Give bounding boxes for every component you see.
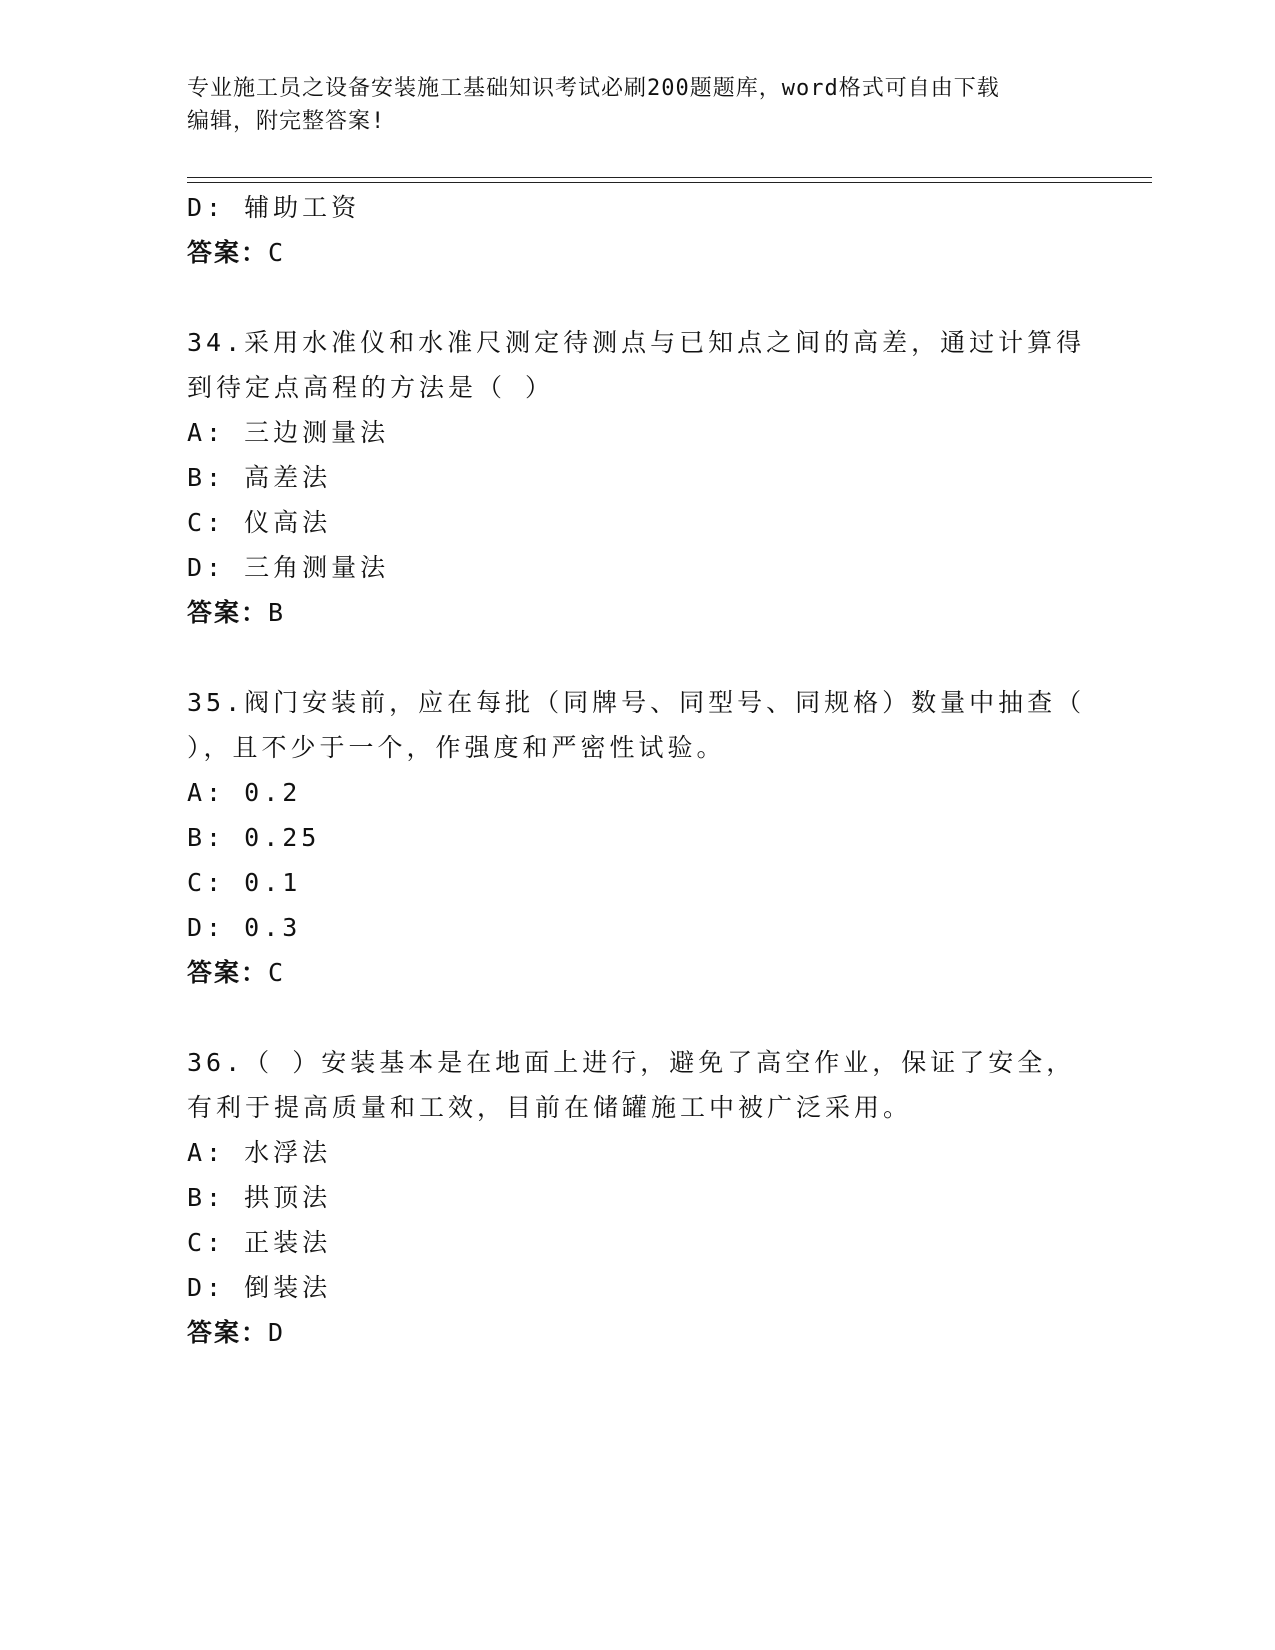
question-34-stem-line2: 到待定点高程的方法是（ ） <box>187 373 555 402</box>
question-35-answer <box>187 957 285 989</box>
question-36-option-a: A: 水浮法 <box>187 1138 332 1167</box>
question-34-option-c: C: 仪高法 <box>187 508 332 537</box>
question-36-stem-line2: 有利于提高质量和工效，目前在储罐施工中被广泛采用。 <box>187 1093 913 1122</box>
question-35-option-d: D: 0.3 <box>187 913 302 942</box>
answer-value: D <box>268 1318 286 1347</box>
header-title-line2: 编辑，附完整答案! <box>187 109 386 134</box>
question-35-stem-line2: ），且不少于一个，作强度和严密性试验。 <box>187 733 726 762</box>
question-34-stem-line1: 34.采用水准仪和水准尺测定待测点与已知点之间的高差，通过计算得 <box>187 328 1086 357</box>
question-34-option-a: A: 三边测量法 <box>187 418 390 447</box>
question-35-option-a: A: 0.2 <box>187 778 302 807</box>
answer-label: 答案： <box>187 238 269 267</box>
question-36-answer <box>187 1317 285 1349</box>
question-34-answer <box>187 597 285 629</box>
prev-answer <box>187 237 285 269</box>
question-34-option-d: D: 三角测量法 <box>187 553 390 582</box>
header-divider-bottom <box>187 182 1152 183</box>
answer-value: C <box>268 958 286 987</box>
answer-label: 答案： <box>187 958 269 987</box>
question-35-option-b: B: 0.25 <box>187 823 321 852</box>
question-35-stem-line1: 35.阀门安装前，应在每批（同牌号、同型号、同规格）数量中抽查（ <box>187 688 1086 717</box>
question-36-stem-line1: 36.（ ）安装基本是在地面上进行，避免了高空作业，保证了安全， <box>187 1048 1076 1077</box>
answer-label: 答案： <box>187 598 269 627</box>
question-34-option-b: B: 高差法 <box>187 463 332 492</box>
answer-value: B <box>268 598 286 627</box>
question-36-option-c: C: 正装法 <box>187 1228 332 1257</box>
header-title-line1: 专业施工员之设备安装施工基础知识考试必刷200题题库，word格式可自由下载 <box>187 76 1000 101</box>
header-divider-top <box>187 177 1152 178</box>
question-36-option-b: B: 拱顶法 <box>187 1183 332 1212</box>
answer-value: C <box>268 238 286 267</box>
prev-option-d: D: 辅助工资 <box>187 193 361 222</box>
answer-label: 答案： <box>187 1318 269 1347</box>
question-35-option-c: C: 0.1 <box>187 868 302 897</box>
question-36-option-d: D: 倒装法 <box>187 1273 332 1302</box>
document-header <box>187 72 1087 138</box>
